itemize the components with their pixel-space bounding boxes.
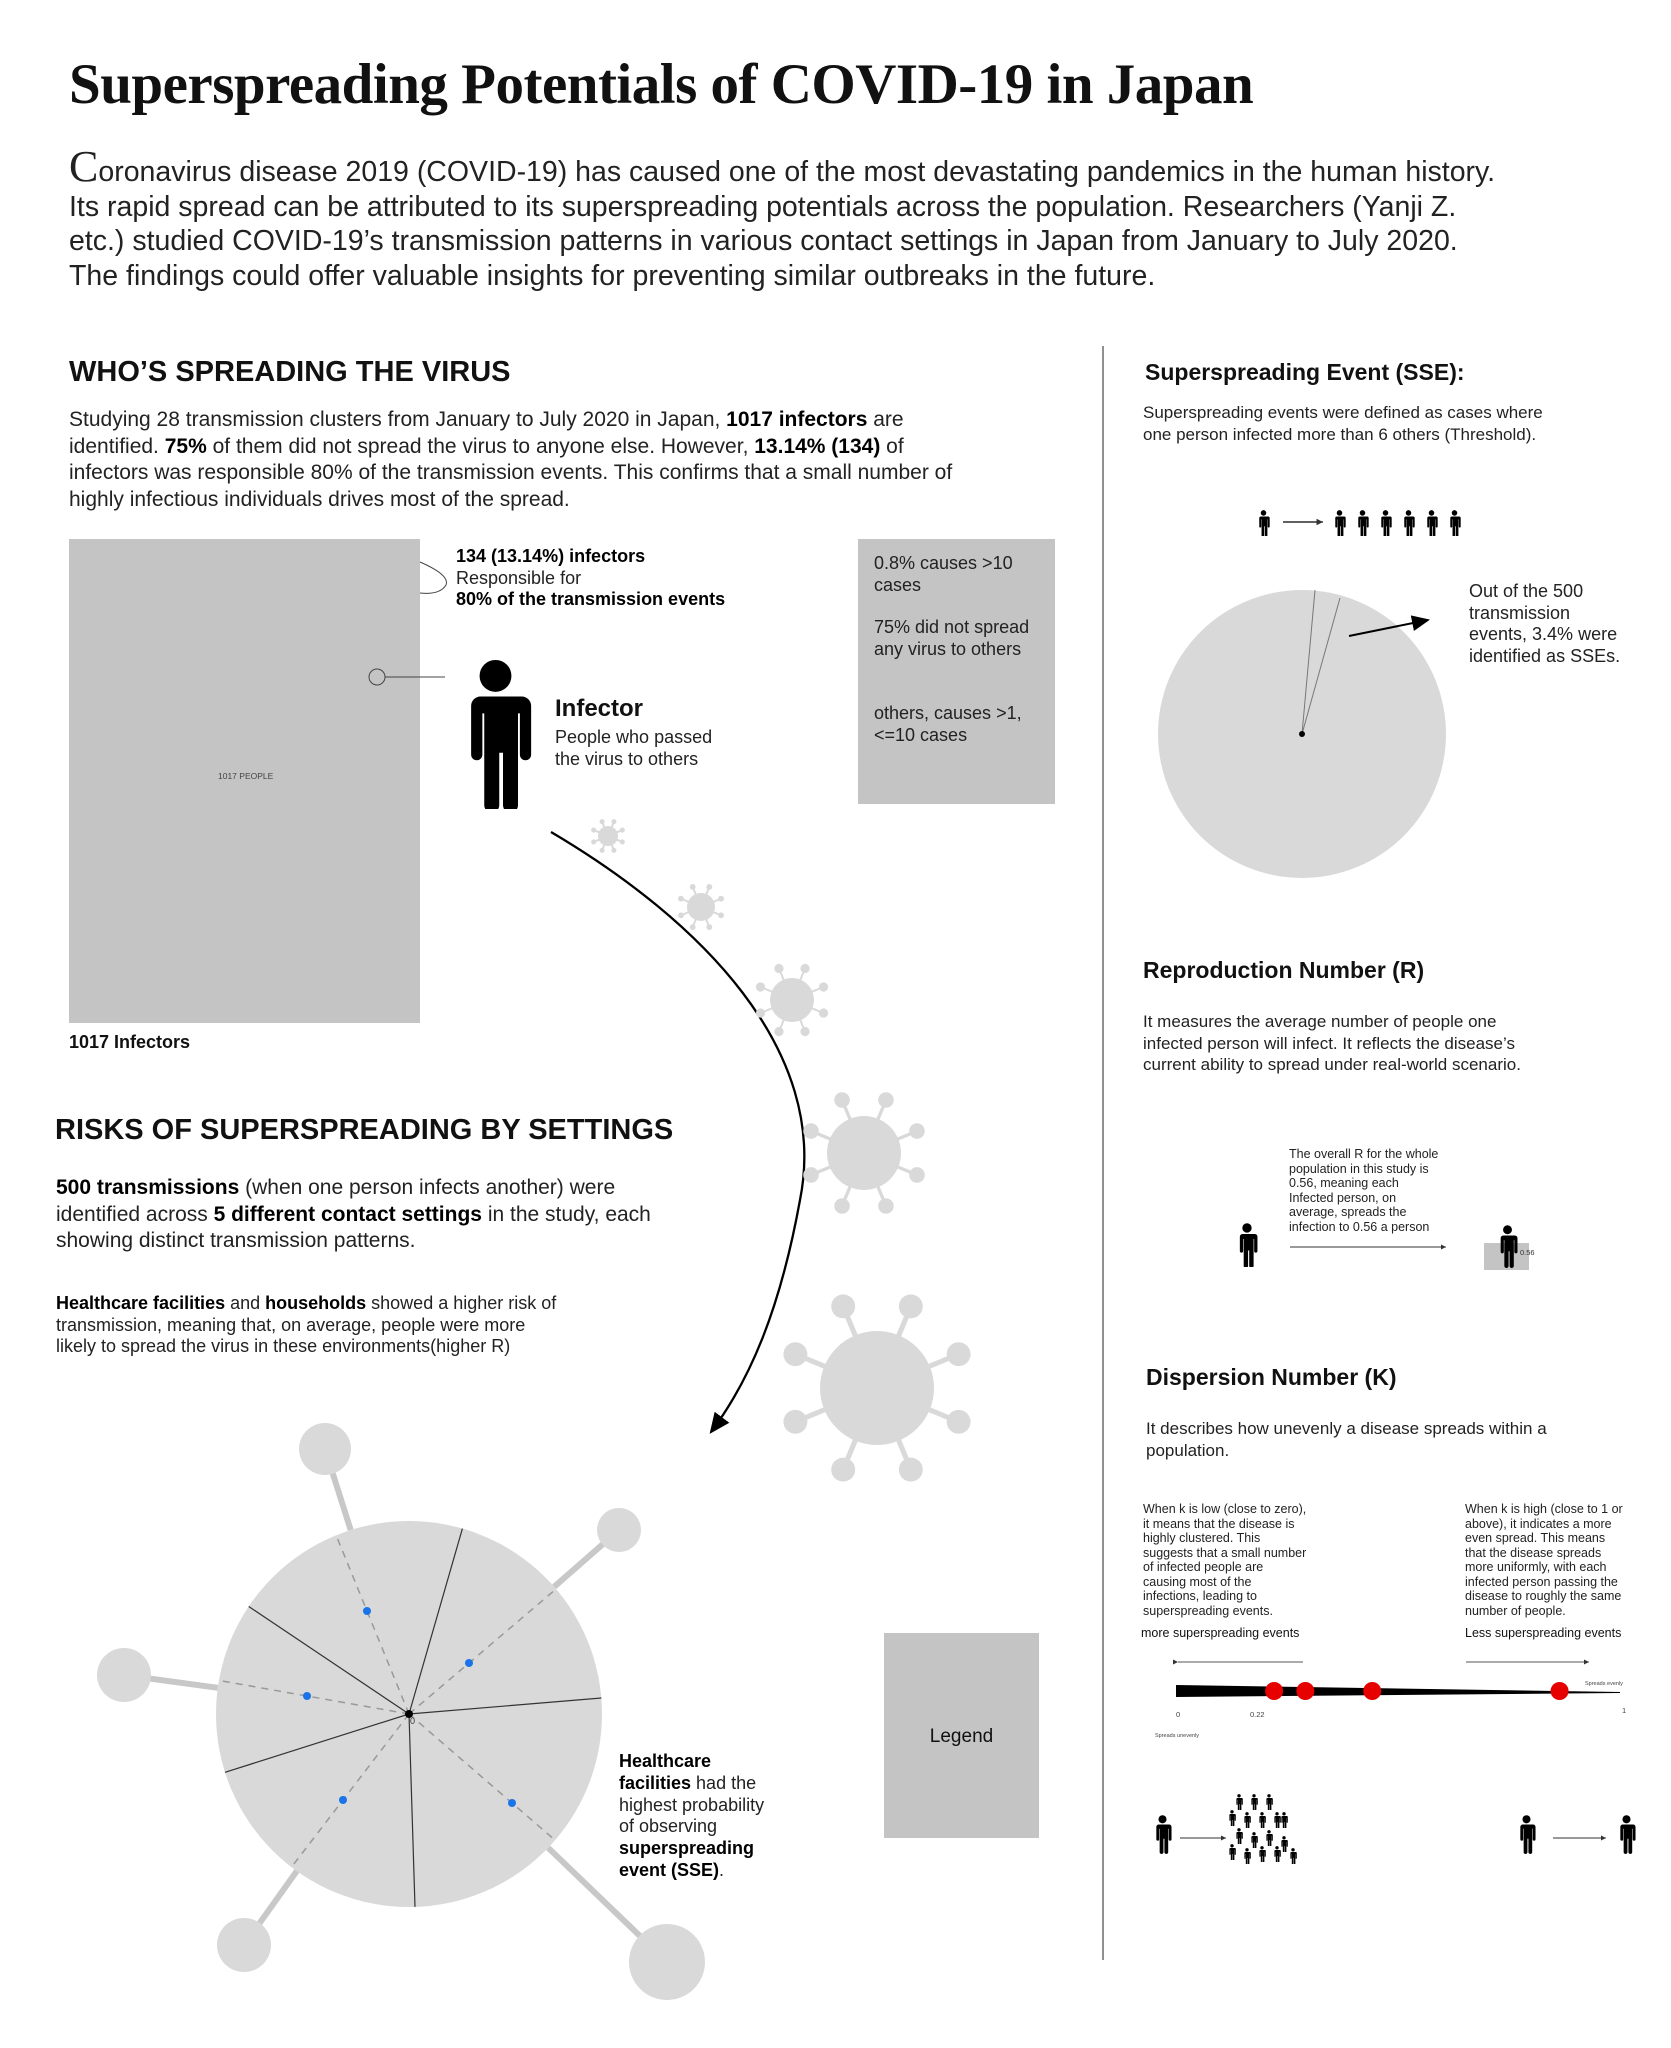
setting-risk-dot bbox=[303, 1692, 311, 1700]
k-heading: Dispersion Number (K) bbox=[1146, 1364, 1397, 1390]
k-desc bbox=[1146, 1418, 1547, 1461]
text-segment: that the disease spreads bbox=[1465, 1545, 1602, 1560]
person-icon bbox=[1236, 1794, 1243, 1810]
intro-line: oronavirus disease 2019 (COVID-19) has caused one of the most devastating pandemics in the human history. bbox=[98, 156, 1496, 188]
text-segment: it means that the disease is bbox=[1143, 1516, 1295, 1531]
sse-desc bbox=[1143, 402, 1543, 445]
person-icon bbox=[1290, 1848, 1297, 1864]
person-icon bbox=[1229, 1844, 1236, 1860]
text-segment: population in this study is bbox=[1289, 1161, 1429, 1176]
distribution-box bbox=[858, 539, 1055, 804]
page-title: Superspreading Potentials of COVID-19 in Japan bbox=[69, 53, 1254, 116]
intro-line: The findings could offer valuable insights for preventing similar outbreaks in the future. bbox=[69, 259, 1156, 292]
text-segment: Superspreading events were defined as cases where bbox=[1143, 403, 1543, 422]
person-icon bbox=[1274, 1846, 1281, 1862]
r-heading: Reproduction Number (R) bbox=[1143, 957, 1425, 983]
intro-line: etc.) studied COVID-19’s transmission patterns in various contact settings in Japan from January to July 2020. bbox=[69, 225, 1458, 257]
text-segment: showing distinct transmission patterns. bbox=[56, 1229, 416, 1252]
k-tick-1: 1 bbox=[1622, 1706, 1627, 1715]
rect-caption: 1017 Infectors bbox=[69, 1032, 191, 1052]
text-segment: causing most of the bbox=[1143, 1574, 1252, 1589]
text-segment: of them did not spread the virus to anyone else. However, bbox=[206, 434, 755, 458]
text-segment: Healthcare facilities bbox=[56, 1293, 226, 1313]
text-segment: The overall R for the whole bbox=[1289, 1147, 1439, 1161]
text-segment: 75% bbox=[164, 434, 207, 458]
person-icon bbox=[1156, 1815, 1172, 1854]
healthcare-note bbox=[619, 1751, 764, 1882]
person-icon bbox=[1251, 1832, 1258, 1848]
crowd-icon bbox=[1229, 1794, 1297, 1864]
virus-icon bbox=[756, 964, 828, 1036]
text-segment: of observing bbox=[619, 1816, 718, 1837]
text-segment: in the study, each bbox=[481, 1202, 651, 1226]
setting-node bbox=[299, 1423, 351, 1475]
text-segment: (when one person infects another) were bbox=[239, 1176, 616, 1199]
person-icon bbox=[1520, 1815, 1536, 1854]
text-segment: Studying 28 transmission clusters from January to July 2020 in Japan, bbox=[69, 408, 727, 431]
virus-icons bbox=[591, 819, 970, 1481]
legend-label: Legend bbox=[929, 1726, 994, 1747]
person-icon bbox=[1450, 510, 1461, 536]
infectors-callout bbox=[456, 546, 725, 611]
text-segment: facilities bbox=[619, 1772, 692, 1793]
text-segment: highest probability bbox=[619, 1794, 765, 1815]
text-segment: superspreading events. bbox=[1143, 1603, 1273, 1618]
text-segment: the virus to others bbox=[555, 748, 699, 769]
text-segment: suggests that a small number bbox=[1143, 1545, 1307, 1560]
text-segment: above), it indicates a more bbox=[1465, 1516, 1612, 1531]
text-segment: Responsible for bbox=[456, 567, 582, 588]
person-icon bbox=[1251, 1794, 1258, 1810]
text-segment: People who passed bbox=[555, 727, 713, 747]
setting-risk-dot bbox=[465, 1659, 473, 1667]
text-segment: . bbox=[719, 1859, 725, 1880]
k-even-label: Spreads evenly bbox=[1585, 1681, 1623, 1687]
text-segment: average, spreads the bbox=[1289, 1205, 1407, 1219]
text-segment: any virus to others bbox=[874, 638, 1022, 659]
text-segment: When k is high (close to 1 or bbox=[1465, 1502, 1623, 1516]
rect-label: 1017 PEOPLE bbox=[218, 771, 274, 781]
text-segment: event (SSE) bbox=[619, 1859, 720, 1880]
infectors-rect bbox=[69, 539, 420, 1023]
person-icon bbox=[1239, 1223, 1257, 1268]
person-icon bbox=[1335, 510, 1346, 536]
callout-bracket bbox=[420, 562, 446, 593]
person-icon bbox=[1244, 1848, 1251, 1864]
setting-risk-dot bbox=[508, 1799, 516, 1807]
person-icon bbox=[1281, 1812, 1288, 1828]
text-segment: <=10 cases bbox=[874, 724, 968, 745]
text-segment: 75% did not spread bbox=[874, 617, 1030, 637]
who-heading: WHO’S SPREADING THE VIRUS bbox=[69, 356, 511, 388]
text-segment: 500 transmissions bbox=[56, 1176, 240, 1199]
text-segment: number of people. bbox=[1465, 1603, 1566, 1618]
text-segment: Infected person, on bbox=[1289, 1190, 1397, 1205]
text-segment: 0.8% causes >10 bbox=[874, 553, 1013, 573]
text-segment: of infected people are bbox=[1143, 1560, 1264, 1574]
text-segment: infectors was responsible 80% of the transmission events. This confirms that a small number of bbox=[69, 461, 953, 484]
k-low-label: more superspreading events bbox=[1141, 1626, 1300, 1640]
text-segment: and bbox=[225, 1293, 266, 1313]
person-icon bbox=[1404, 510, 1415, 536]
text-segment: more uniformly, with each bbox=[1465, 1560, 1607, 1574]
text-segment: one person infected more than 6 others (Threshold). bbox=[1143, 424, 1537, 444]
text-segment: disease to roughly the same bbox=[1465, 1589, 1622, 1603]
person-icon bbox=[1358, 510, 1369, 536]
infector-title: Infector bbox=[555, 695, 644, 722]
k-data-point bbox=[1363, 1682, 1381, 1700]
text-segment: 134 (13.14%) infectors bbox=[456, 546, 646, 566]
who-paragraph bbox=[69, 407, 952, 513]
k-low-text bbox=[1143, 1502, 1306, 1618]
pie-note bbox=[1469, 581, 1620, 667]
text-segment: identified. bbox=[69, 434, 165, 458]
person-icon bbox=[1281, 1836, 1288, 1852]
text-segment: transmission, meaning that, on average, people were more bbox=[56, 1314, 526, 1335]
setting-risk-dot bbox=[339, 1796, 347, 1804]
text-segment: identified across bbox=[56, 1202, 214, 1226]
text-segment: had the bbox=[691, 1772, 757, 1793]
text-segment: It measures the average number of people one bbox=[1143, 1012, 1497, 1031]
text-segment: 5 different contact settings bbox=[213, 1202, 482, 1226]
virus-icon bbox=[803, 1092, 925, 1214]
text-segment: showed a higher risk of bbox=[366, 1293, 557, 1313]
person-icon bbox=[1259, 1846, 1266, 1862]
virus-icon bbox=[783, 1294, 970, 1481]
intro-paragraph bbox=[69, 142, 1496, 293]
k-high-label: Less superspreading events bbox=[1465, 1626, 1622, 1640]
setting-node bbox=[217, 1918, 271, 1972]
infector-desc bbox=[555, 727, 712, 770]
text-segment: highly clustered. This bbox=[1143, 1531, 1261, 1545]
text-segment: When k is low (close to zero), bbox=[1143, 1502, 1307, 1516]
setting-node bbox=[597, 1508, 641, 1552]
text-segment: infection to 0.56 a person bbox=[1289, 1219, 1430, 1234]
setting-risk-dot bbox=[363, 1607, 371, 1615]
k-data-point bbox=[1551, 1682, 1569, 1700]
text-segment: highly infectious individuals drives most of the spread. bbox=[69, 487, 570, 511]
center-label: 0 bbox=[410, 1716, 416, 1726]
person-icon bbox=[1427, 510, 1438, 536]
text-segment: cases bbox=[874, 574, 922, 595]
virus-icon bbox=[591, 819, 625, 853]
k-high-text bbox=[1465, 1502, 1623, 1618]
text-segment: likely to spread the virus in these environments(higher R) bbox=[56, 1336, 511, 1356]
sse-heading: Superspreading Event (SSE): bbox=[1145, 359, 1465, 385]
person-icon bbox=[1259, 1812, 1266, 1828]
person-icon bbox=[1266, 1830, 1273, 1846]
text-segment: infected person passing the bbox=[1465, 1574, 1618, 1589]
person-icon bbox=[1259, 510, 1270, 536]
text-segment: infections, leading to bbox=[1143, 1589, 1257, 1603]
text-segment: households bbox=[265, 1293, 367, 1313]
k-tick-022: 0.22 bbox=[1250, 1710, 1265, 1719]
text-segment: Healthcare bbox=[619, 1751, 712, 1771]
text-segment: population. bbox=[1146, 1440, 1230, 1460]
k-uneven-label: Spreads unevenly bbox=[1155, 1733, 1200, 1739]
setting-node bbox=[97, 1648, 151, 1702]
text-segment: transmission bbox=[1469, 602, 1571, 623]
person-icon bbox=[1236, 1828, 1243, 1844]
text-segment: 1017 infectors bbox=[726, 408, 868, 431]
intro-line: Its rapid spread can be attributed to its superspreading potentials across the population. Researchers (Yanji Z. bbox=[69, 190, 1457, 223]
r-value-label: 0.56 bbox=[1520, 1248, 1535, 1257]
text-segment: It describes how unevenly a disease spreads within a bbox=[1146, 1419, 1547, 1438]
text-segment: 0.56, meaning each bbox=[1289, 1176, 1399, 1190]
settings-diagram bbox=[97, 1423, 705, 2000]
k-tick-0: 0 bbox=[1176, 1710, 1181, 1719]
r-desc bbox=[1143, 1011, 1521, 1076]
infector-person-icon bbox=[469, 660, 531, 813]
text-segment: even spread. This means bbox=[1465, 1531, 1606, 1545]
text-segment: others, causes >1, bbox=[874, 703, 1022, 723]
text-segment: 13.14% (134) bbox=[754, 434, 881, 458]
virus-icon bbox=[678, 884, 724, 930]
person-icon bbox=[1229, 1810, 1236, 1826]
risks-highlight bbox=[56, 1293, 556, 1358]
person-icon bbox=[1381, 510, 1392, 536]
text-segment: superspreading bbox=[619, 1838, 755, 1859]
k-data-point bbox=[1296, 1682, 1314, 1700]
text-segment: 80% of the transmission events bbox=[456, 589, 726, 609]
text-segment: infected person will infect. It reflects the disease’s bbox=[1143, 1033, 1515, 1053]
setting-node bbox=[629, 1924, 705, 2000]
risks-heading: RISKS OF SUPERSPREADING BY SETTINGS bbox=[55, 1114, 674, 1146]
drop-cap: C bbox=[69, 142, 99, 191]
text-segment: current ability to spread under real-world scenario. bbox=[1143, 1055, 1521, 1074]
risks-paragraph bbox=[56, 1175, 651, 1255]
k-data-point bbox=[1265, 1682, 1283, 1700]
person-icon bbox=[1620, 1815, 1636, 1854]
text-segment: Out of the 500 bbox=[1469, 581, 1584, 601]
r-note bbox=[1289, 1147, 1438, 1234]
text-segment: are bbox=[867, 408, 904, 431]
person-icon bbox=[1244, 1812, 1251, 1828]
person-icon bbox=[1274, 1812, 1281, 1828]
person-icon bbox=[1266, 1794, 1273, 1810]
text-segment: events, 3.4% were bbox=[1469, 624, 1618, 644]
text-segment: of bbox=[880, 434, 904, 458]
text-segment: identified as SSEs. bbox=[1469, 645, 1621, 666]
